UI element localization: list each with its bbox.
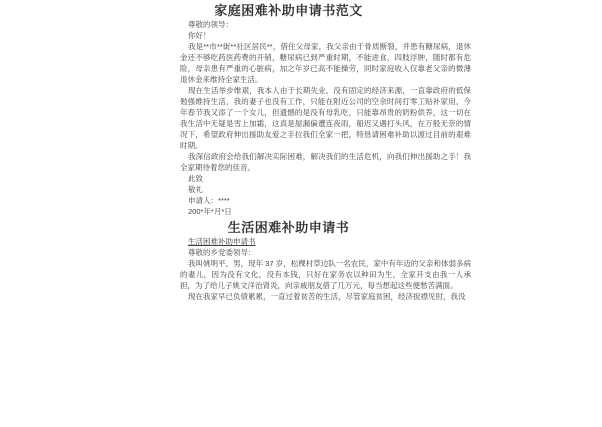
letter1-salute-word: 敬礼	[188, 185, 203, 194]
letter1-applicant-line: 申请人：****	[188, 196, 230, 205]
page-title: 家庭困难补助申请书范文	[214, 3, 363, 18]
section2-paragraph-2: 现在我家早已负债累累，一直过着贫苦的生活，尽管家庭贫困，经济捉襟见肘，我没	[188, 292, 466, 301]
section2-paragraph-1: 我叫姚明平，男，现年 37 岁，松棵村草边队一名农民，家中有年迈的父亲和体弱多病的妻儿，因为没有文化，没有本钱，只好在家务农以种田为生，全家开支由我一人承担，为了给儿子姚文洋治肾炎，向亲戚朋友借了几万元，每当想起这些便愁苦满面。	[180, 259, 471, 290]
letter1-greeting: 你好！	[188, 31, 211, 40]
letter1-paragraph-1: 我是**市**街**社区居民**，借住父母家，我父亲由于骨质断裂，并患有糖尿病，退休金还不够吃药医药费的开销，糖尿病已到严重时期，不能进食，四肢浮肿，随时都有危险，母亲患有严重的心脏病，加之年岁已高不能操劳，同时家庭收入仅靠老父亲的微薄退休金来维持全家生活。	[180, 42, 471, 84]
letter1-paragraph-2: 现在生活举步维艰，我本人由于长期失业，没有固定的经济来源，一直靠政府的低保勉强维持生活，我的妻子也没有工作，只能在附近公司的空余时间打零工贴补家用，今年春节我又添了一个女儿，但遗憾的是没有母乳吃，只能靠昂贵的奶粉供养，这一切在我生活中无疑是雪上加霜，这真是屋漏偏遭连夜雨，船迟又遇打头风，在万般无奈的情况下，希望政府伸出援助友爱之手拉我们全家一把，特恳请困难补助以渡过目前的艰难时期。	[180, 86, 471, 150]
letter1-date-line: 200*年*月*日	[188, 207, 232, 216]
section2-link[interactable]: 生活困难补助申请书	[188, 237, 256, 246]
letter1-closing-word: 此致	[188, 174, 203, 183]
section2-heading: 生活困难补助申请书	[227, 220, 350, 235]
letter1-paragraph-3: 我深信政府会给我们解决实际困难，解决我们的生活危机，向我们伸出援助之手！我全家期待着您的佳音。	[180, 152, 471, 172]
article-body	[180, 0, 471, 302]
letter1-salutation: 尊敬的领导：	[188, 20, 233, 29]
section2-salutation: 尊敬的乡党委领导：	[188, 248, 256, 257]
